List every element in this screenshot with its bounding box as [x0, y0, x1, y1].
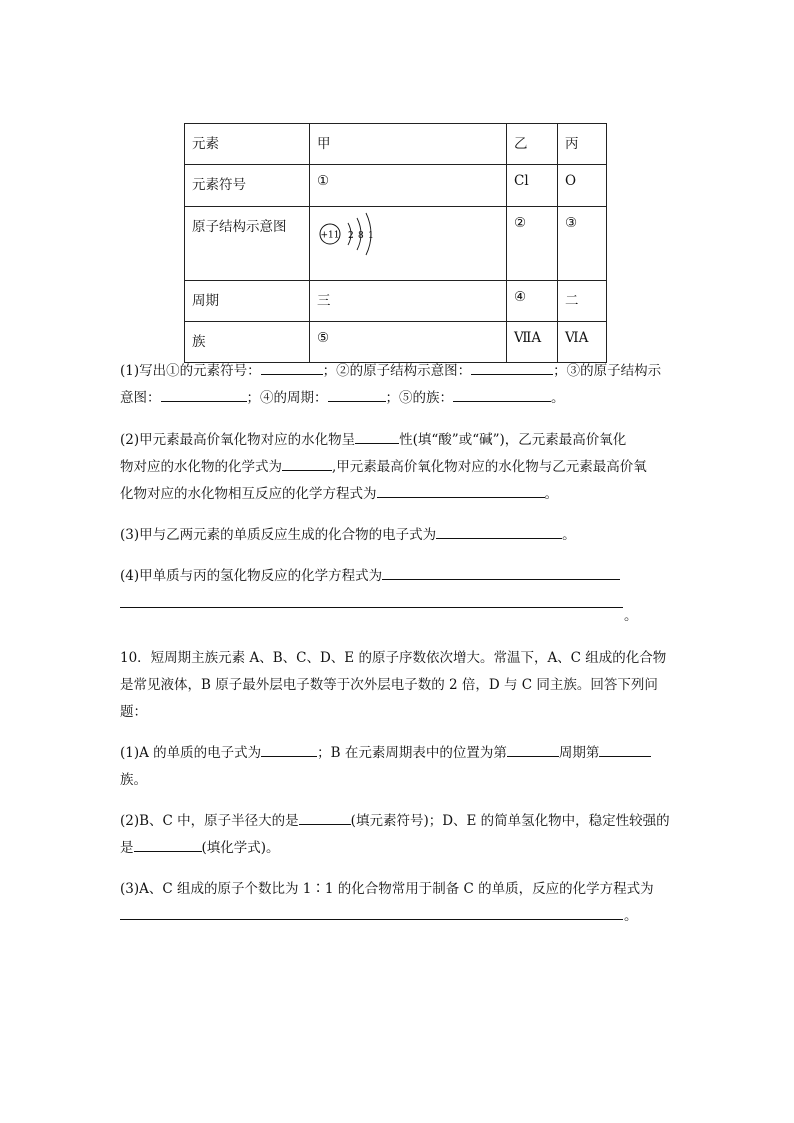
answer-blank[interactable]	[328, 387, 386, 402]
text: (1)A 的单质的电子式为	[120, 745, 262, 761]
text: 物对应的水化物的化学式为	[120, 459, 282, 475]
q9-part1-line1	[120, 358, 676, 385]
table-cell: O	[558, 165, 607, 207]
q10-part3-end: 。	[624, 908, 638, 924]
table-cell: 二	[558, 281, 607, 322]
text: 是	[120, 840, 134, 856]
text: ；③的原子结构示	[553, 363, 662, 379]
q9-part4-end: 。	[624, 608, 638, 624]
answer-blank[interactable]	[471, 360, 553, 375]
text: 周期第	[558, 745, 600, 761]
text: ；④的周期：	[246, 390, 328, 406]
q10-part1-line1	[120, 740, 676, 767]
shell-electrons-2: 8	[358, 231, 364, 241]
q9-part2-line2	[120, 454, 676, 481]
table-row	[185, 207, 607, 281]
text: 化物对应的水化物相互反应的化学方程式为	[120, 486, 377, 502]
q10-intro-line2: 是常见液体，B 原子最外层电子数等于次外层电子数的 2 倍，D 与 C 同主族。回答下列问	[120, 677, 658, 693]
table-cell: 元素符号	[185, 165, 310, 207]
element-table	[184, 123, 607, 363]
table-cell: ③	[558, 207, 607, 281]
table-row	[185, 322, 607, 363]
nucleus-charge: +11	[320, 230, 340, 241]
text: (2)B、C 中，原子半径大的是	[120, 813, 299, 829]
text: 意图：	[120, 390, 161, 406]
table-row	[185, 281, 607, 322]
q10-part2-line2	[120, 835, 676, 862]
table-cell: 周期	[185, 281, 310, 322]
text: (2)甲元素最高价氧化物对应的水化物呈	[120, 432, 356, 448]
q10-intro-line3: 题：	[120, 704, 147, 720]
q9-part2-line1	[120, 427, 676, 454]
text: ；B 在元素周期表中的位置为第	[317, 745, 507, 761]
table-cell: ⅦA	[507, 322, 558, 363]
q9-part2-line3	[120, 481, 676, 508]
shell-electrons-1: 2	[348, 231, 354, 241]
answer-blank[interactable]	[282, 456, 332, 471]
answer-blank[interactable]	[382, 565, 620, 580]
table-row	[185, 165, 607, 207]
table-cell: ⅥA	[558, 322, 607, 363]
answer-blank[interactable]	[453, 387, 551, 402]
table-cell: ①	[310, 165, 507, 207]
text: (1)写出①的元素符号：	[120, 363, 261, 379]
text: ；②的原子结构示意图：	[322, 363, 472, 379]
table-cell: 族	[185, 322, 310, 363]
q9-part1-line2	[120, 385, 676, 412]
table-cell: 元素	[185, 124, 310, 165]
answer-line[interactable]	[120, 607, 623, 608]
answer-blank[interactable]	[355, 429, 399, 444]
q9-part3	[120, 522, 676, 549]
table-cell: ②	[507, 207, 558, 281]
answer-blank[interactable]	[599, 742, 651, 757]
q10-part3-line1: (3)A、C 组成的原子个数比为 1∶1 的化合物常用于制备 C 的单质，反应的化学方程式为	[120, 881, 654, 897]
answer-blank[interactable]	[134, 837, 202, 852]
table-row	[185, 124, 607, 165]
q9-part4-line1	[120, 563, 676, 590]
table-cell: ⑤	[310, 322, 507, 363]
q10-intro-line1: 10．短周期主族元素 A、B、C、D、E 的原子序数依次增大。常温下，A、C 组成的化合物	[120, 650, 667, 666]
text: ；⑤的族：	[385, 390, 453, 406]
table-cell: 三	[310, 281, 507, 322]
answer-line[interactable]	[120, 919, 623, 920]
text: (填化学式)。	[201, 840, 280, 856]
sodium-atom-structure-diagram	[317, 211, 397, 263]
answer-blank[interactable]	[507, 742, 559, 757]
text: 。	[551, 390, 565, 406]
text: 性(填“酸”或“碱”)，乙元素最高价氧化	[399, 432, 627, 448]
answer-blank[interactable]	[436, 524, 562, 539]
q10-part1-line2: 族。	[120, 772, 147, 788]
answer-blank[interactable]	[377, 483, 545, 498]
answer-blank[interactable]	[261, 742, 317, 757]
table-cell: ④	[507, 281, 558, 322]
text: 。	[544, 486, 558, 502]
answer-blank[interactable]	[299, 810, 351, 825]
table-cell-diagram	[310, 207, 507, 281]
table-cell: Cl	[507, 165, 558, 207]
answer-blank[interactable]	[161, 387, 247, 402]
text: 。	[562, 527, 576, 543]
q10-part2-line1	[120, 808, 676, 835]
text: (3)甲与乙两元素的单质反应生成的化合物的电子式为	[120, 527, 437, 543]
table-cell: 丙	[558, 124, 607, 165]
text: ,甲元素最高价氧化物对应的水化物与乙元素最高价氧	[332, 459, 647, 475]
shell-electrons-3: 1	[368, 231, 374, 241]
text: (填元素符号)；D、E 的简单氢化物中，稳定性较强的	[350, 813, 670, 829]
table-cell: 乙	[507, 124, 558, 165]
table-cell: 甲	[310, 124, 507, 165]
table-cell: 原子结构示意图	[185, 207, 310, 281]
answer-blank[interactable]	[261, 360, 323, 375]
text: (4)甲单质与丙的氢化物反应的化学方程式为	[120, 568, 383, 584]
